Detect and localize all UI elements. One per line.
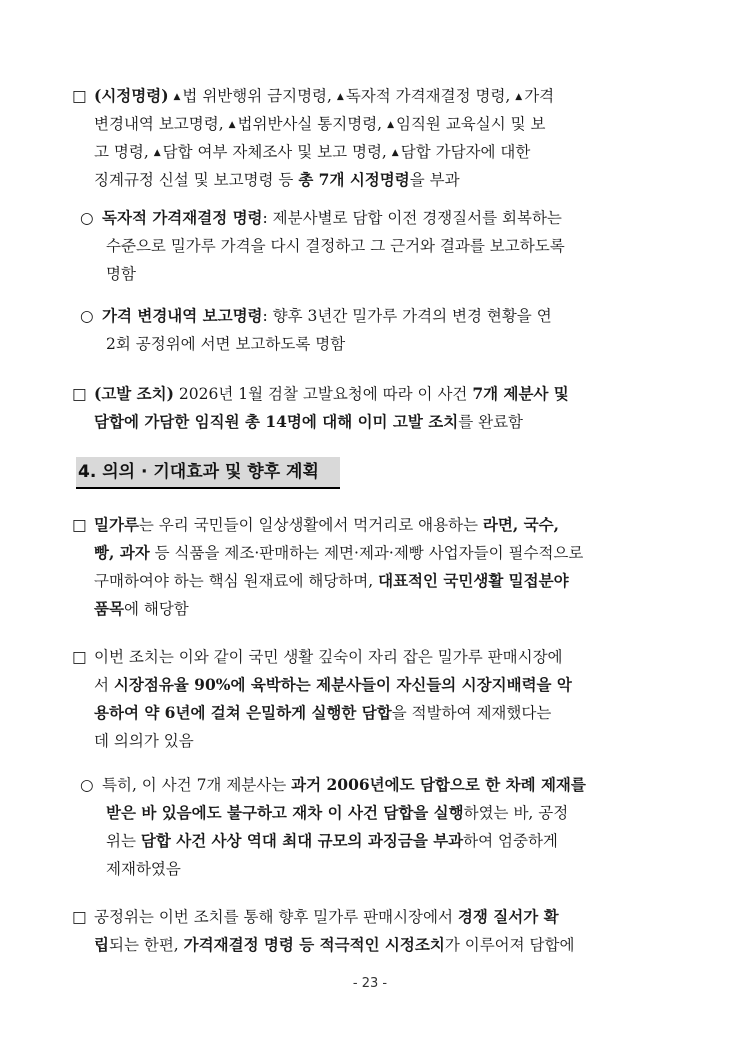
triangle-icon: ▲ [173, 92, 181, 102]
page-number: - 23 - [352, 976, 388, 991]
square-bullet: □ [72, 516, 87, 534]
square-bullet: □ [72, 87, 87, 105]
circle-bullet: ○ [80, 209, 94, 227]
triangle-icon: ▲ [515, 92, 523, 102]
triangle-icon: ▲ [387, 120, 394, 130]
circle-bullet: ○ [80, 776, 94, 794]
square-bullet: □ [72, 908, 87, 926]
square-bullet: □ [72, 648, 87, 666]
circle-bullet: ○ [80, 307, 94, 325]
document-page: □ (시정명령) ▲ 법 위반행위 금지명령, ▲ 독자적 가격재결정 명령, ▲ 가격 변경내역 보고명령, ▲ 법위반사실 통지명령, ▲ 임직원 교육실시 및 보 고 명령, ▲ 담합 여부 자체조사 및 보고 명령, ▲ 담합 가담자에 대한 징계규정 신설 및 보고명령 등 총 7개 시정명령을 부과 ○ 독자적 가격재결정 명령: 제분사별로 담합 이전 경쟁질서를 회복하는 수준으로 밀가루 가격을 다시 결정하고 그 근거와 결과를 보고하도록 명함 ○ 가격 변경내역 보고명령: 향후 3년간 밀가루 가격의 변경 현황을 연 2회 공정위에 서면 보고하도록 명함 □ (고발 조치) 2026년 1월 검찰 고발요청에 따라 이 사건 7개 제분사 및 담합에 가담한 임직원 총 14명에 대해 이미 고발 조치를 완료함 4. 의의 · 기대효과 및 향후 계획 □ 밀가루는 우리 국민들이 일상생활에서 먹거리로 애용하는 라면, 국수, 빵, 과자 등 식품을 제조·판매하는 제면·제과·제빵 사업자들이 필수적으로 구매하여야 하는 핵심 원재료에 해당하며, 대표적인 국민생활 밀접분야 품목에 해당함 □ 이번 조치는 이와 같이 국민 생활 깊숙이 자리 잡은 밀가루 판매시장에 서 시장점유율 90%에 육박하는 제분사들이 자신들의 시장지배력을 악 용하여 약 6년에 걸쳐 은밀하게 실행한 담합을 적발하여 제재했다는 데 의의가 있음 ○ 특히, 이 사건 7개 제분사는 과거 2006년에도 담합으로 한 차례 제재를 받은 바 있음에도 불구하고 재차 이 사건 담합을 실행하였는 바, 공정 위는 담합 사건 사상 역대 최대 규모의 과징금을 부과하여 엄중하게 제재하였음 □ 공정위는 이번 조치를 통해 향후 밀가루 판매시장에서 경쟁 질서가 확 립되는 한편, 가격재결정 명령 등 적극적인 시정조치가 이루어져 담합에 - 23 - [0, 0, 740, 1046]
triangle-icon: ▲ [336, 92, 344, 102]
square-bullet: □ [72, 385, 87, 403]
triangle-icon: ▲ [153, 148, 161, 158]
triangle-icon: ▲ [391, 148, 399, 158]
section-heading: 4. 의의 · 기대효과 및 향후 계획 [76, 457, 340, 489]
triangle-icon: ▲ [228, 120, 236, 130]
